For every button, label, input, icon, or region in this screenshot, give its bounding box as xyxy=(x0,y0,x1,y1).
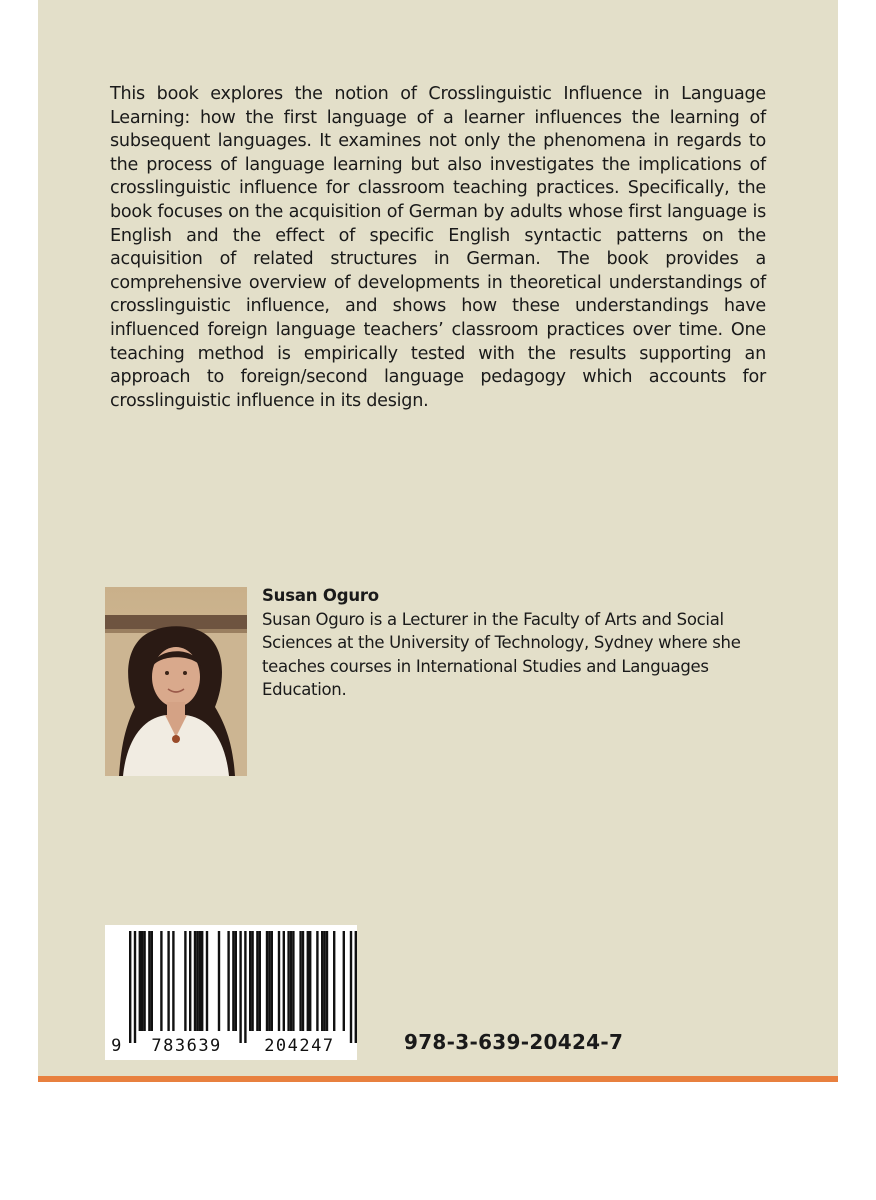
isbn-number: 978-3-639-20424-7 xyxy=(404,1030,624,1054)
barcode-bar xyxy=(355,931,357,1043)
barcode-bar xyxy=(227,931,229,1031)
barcode-bar xyxy=(184,931,186,1031)
barcode-bar xyxy=(194,931,196,1031)
barcode-bar xyxy=(196,931,198,1031)
barcode-bar xyxy=(235,931,237,1031)
barcode-bar xyxy=(201,931,203,1031)
barcode-bar xyxy=(148,931,150,1031)
isbn-barcode xyxy=(105,925,357,1060)
book-description: This book explores the notion of Crosslinguistic Influence in Language Learning: how the first language of a learner influences the learning of subsequent languages. It examines not only the phenomena in regards to the process of language learning but also investigates the implications of crosslinguistic influence for classroom teaching practices. Specifically, the book focuses on the acquisition of German by adults whose first language is English and the effect of specific English syntactic patterns on the acquisition of related structures in German. The book provides a comprehensive overview of developments in theoretical understandings of crosslinguistic influence, and shows how these understandings have influenced foreign language teachers’ classroom practices over time. One teaching method is empirically tested with the results supporting an approach to foreign/second language pedagogy which accounts for crosslinguistic influence in its design. xyxy=(110,84,766,411)
barcode-bar xyxy=(151,931,153,1031)
barcode-bar xyxy=(139,931,141,1031)
barcode-bar xyxy=(321,931,323,1031)
bottom-accent-rule xyxy=(38,1076,838,1082)
barcode-bar xyxy=(172,931,174,1031)
barcode-bar xyxy=(218,931,220,1031)
author-name: Susan Oguro xyxy=(262,586,379,605)
barcode-bar xyxy=(292,931,294,1031)
barcode-bar xyxy=(256,931,258,1031)
barcode-bar xyxy=(259,931,261,1031)
barcode-bar xyxy=(141,931,143,1031)
barcode-bar xyxy=(299,931,301,1031)
barcode-lead-digit: 9 xyxy=(111,1036,123,1056)
barcode-bar xyxy=(206,931,208,1031)
barcode-bar xyxy=(283,931,285,1031)
barcode-bar xyxy=(278,931,280,1031)
barcode-bar xyxy=(268,931,270,1031)
barcode-bar xyxy=(287,931,289,1031)
barcode-bar xyxy=(307,931,309,1031)
barcode-bar xyxy=(189,931,191,1031)
barcode-bar xyxy=(326,931,328,1031)
barcode-bar xyxy=(232,931,234,1031)
barcode-bar xyxy=(316,931,318,1031)
barcode-bar xyxy=(290,931,292,1031)
barcode-bar xyxy=(309,931,311,1031)
barcode-left-digits: 783639 xyxy=(151,1036,222,1056)
barcode-bar xyxy=(239,931,241,1043)
barcode-bar xyxy=(143,931,145,1031)
barcode-bar xyxy=(244,931,246,1043)
barcode-bar xyxy=(266,931,268,1031)
barcode-bar xyxy=(167,931,169,1031)
barcode-right-digits: 204247 xyxy=(264,1036,335,1056)
barcode-bar xyxy=(302,931,304,1031)
barcode-bar xyxy=(160,931,162,1031)
barcode-bar xyxy=(251,931,253,1031)
barcode-bar xyxy=(134,931,136,1043)
barcode-bar xyxy=(323,931,325,1031)
author-photo xyxy=(105,587,247,776)
barcode-bar xyxy=(343,931,345,1031)
barcode-bar xyxy=(350,931,352,1043)
author-bio: Susan Oguro is a Lecturer in the Faculty of Arts and Social Sciences at the University of Technology, Sydney where she teaches courses in International Studies and Languages Education. xyxy=(262,610,741,699)
barcode-bar xyxy=(199,931,201,1031)
barcode-bar xyxy=(129,931,131,1043)
barcode-bar xyxy=(249,931,251,1031)
barcode-bar xyxy=(271,931,273,1031)
barcode-bar xyxy=(333,931,335,1031)
